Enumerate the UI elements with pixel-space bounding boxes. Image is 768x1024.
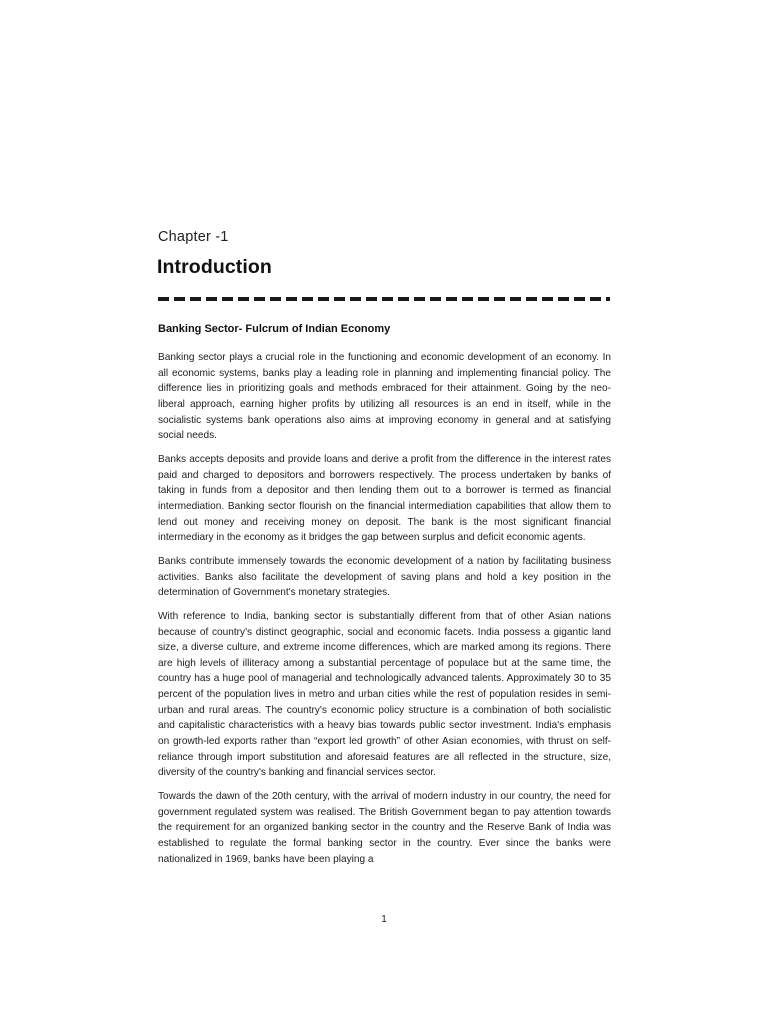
paragraph: Banks accepts deposits and provide loans and derive a profit from the difference in the interest rates paid and charged to depositors and borrowers respectively. The process undertaken by banks of taking in funds from a depositor and then lending them out to a borrower is termed as financial intermediation. Banking sector flourish on the financial intermediation capabilities that allow them to lend out money and receiving money on deposit. The bank is the most significant financial intermediary in the economy as it bridges the gap between surplus and deficit economic agents. <box>158 453 611 544</box>
chapter-title: Introduction <box>157 256 272 278</box>
paragraph: Banks contribute immensely towards the economic development of a nation by facilitating business activities. Banks also facilitate the development of saving plans and hold a key position in the determination of Government's monetary strategies. <box>158 555 611 599</box>
paragraph: Towards the dawn of the 20th century, with the arrival of modern industry in our country, the need for government regulated system was realised. The British Government began to pay attention towards the requirement for an organized banking sector in the country and the Reserve Bank of India was established to regulate the formal banking sector in the country. Ever since the banks were nationalized in 1969, banks have been playing a <box>158 791 611 865</box>
chapter-label: Chapter -1 <box>158 229 229 245</box>
dashed-divider <box>158 297 610 301</box>
paragraph: With reference to India, banking sector is substantially different from that of other Asian nations because of country's distinct geographic, social and economic facets. India possess a gigantic land size, a diverse culture, and extreme income differences, which are marked among its regions. There are high levels of illiteracy among a substantial percentage of populace but at the same time, the country has a huge pool of managerial and technologically advanced talents. Approximately 30 to 35 percent of the population lives in metro and urban cities while the rest of population resides in semi-urban and rural areas. The country's economic policy structure is a combination of both socialistic and capitalistic characteristics with a heavy bias towards public sector investment. India's emphasis on growth-led exports rather than “export led growth” of other Asian economies, with thrust on self-reliance through import substitution and aforesaid features are all reflected in the structure, size, diversity of the country's banking and financial services sector. <box>158 610 611 779</box>
page-number: 1 <box>381 914 387 925</box>
paragraph: Banking sector plays a crucial role in the functioning and economic development of an economy. In all economic systems, banks play a leading role in planning and implementing financial policy. The difference lies in prioritizing goals and methods embraced for their attainment. Going by the neo-liberal approach, earning higher profits by utilizing all resources is an end in itself, while in the socialistic systems bank operations also aims at improving economy in general and at satisfying social needs. <box>158 352 611 442</box>
body-content <box>158 322 611 875</box>
section-heading: Banking Sector- Fulcrum of Indian Economy <box>158 323 391 335</box>
